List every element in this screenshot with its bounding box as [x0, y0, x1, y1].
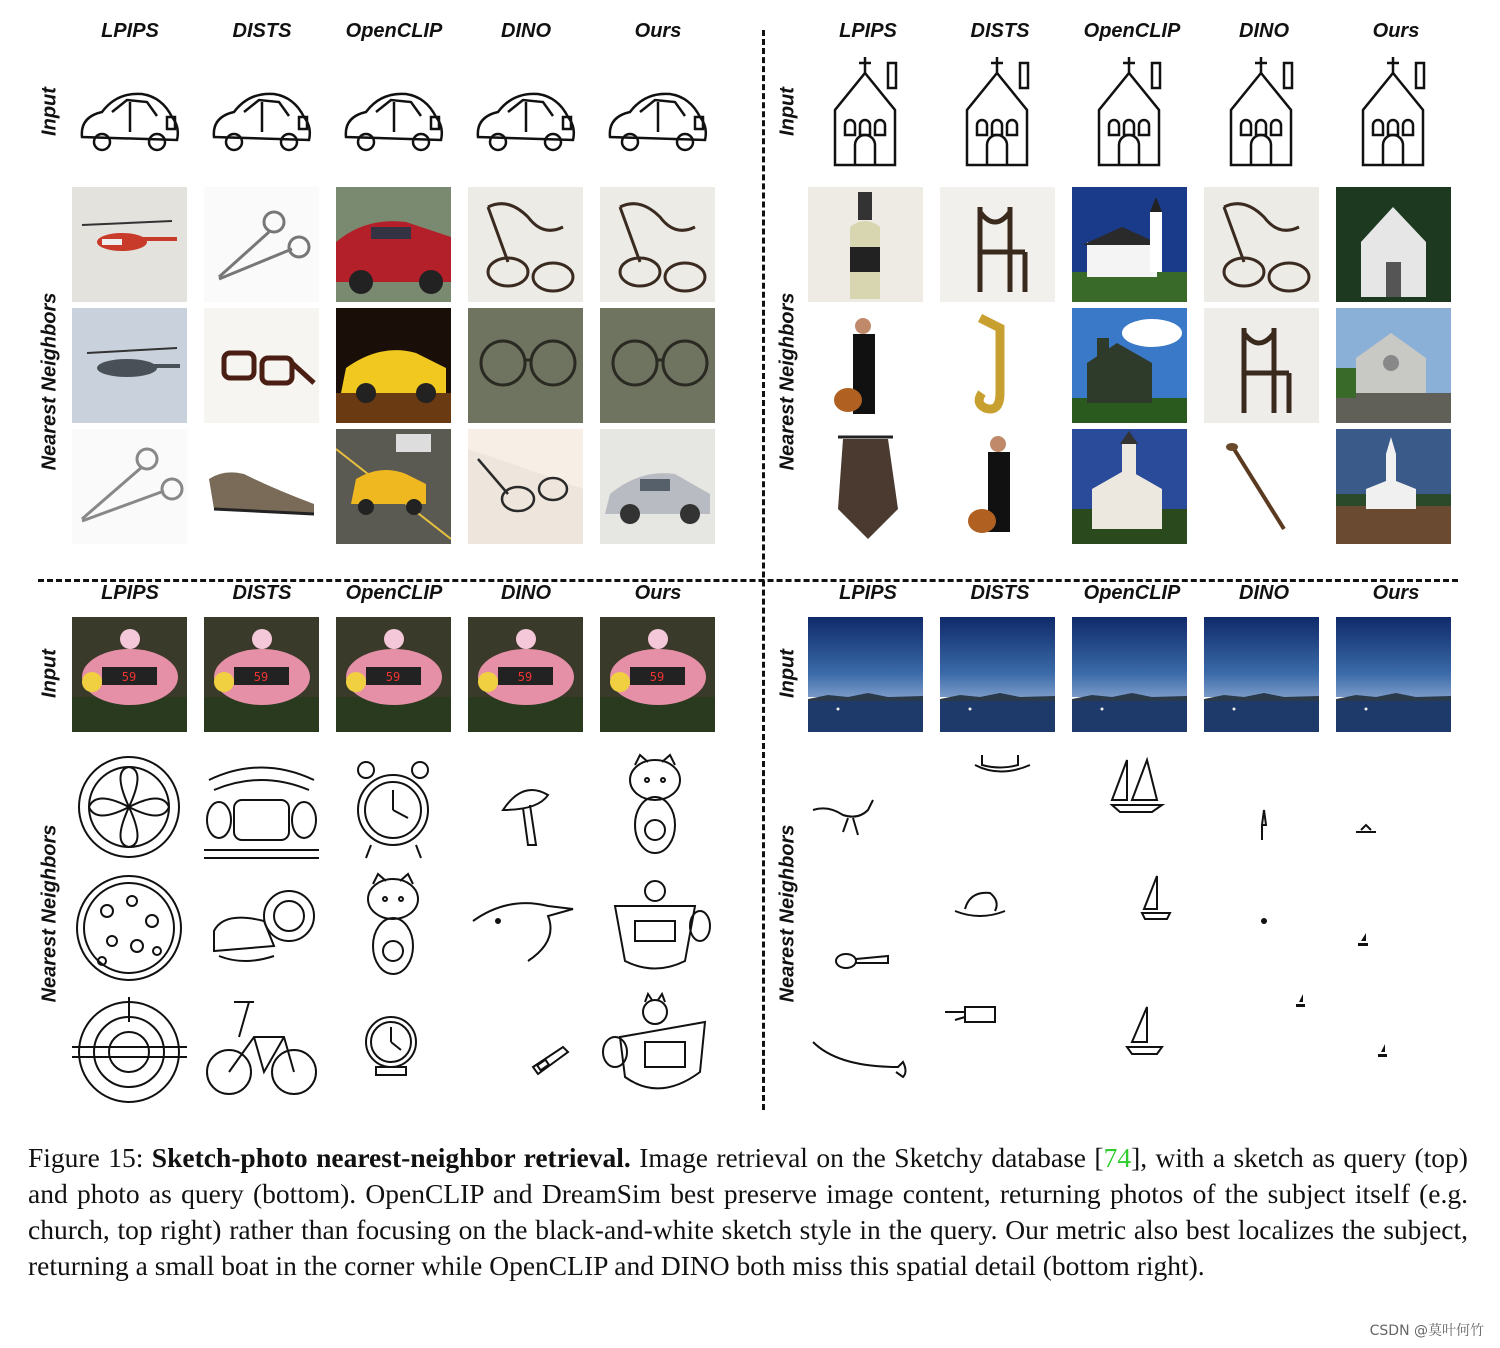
input-alarm-clock-photo: [600, 617, 715, 732]
neighbor-yellow-car-photo: [336, 308, 451, 423]
input-alarm-clock-photo: [204, 617, 319, 732]
citation-link[interactable]: 74: [1103, 1142, 1132, 1173]
neighbor-bicycle-sketch: [204, 992, 319, 1107]
row-label-input: Input: [776, 87, 799, 136]
column-header-lpips: LPIPS: [839, 582, 897, 604]
column-header-ours: Ours: [1372, 582, 1420, 604]
neighbor-round-glasses-photo: [468, 308, 583, 423]
neighbor-lion-sketch: [204, 871, 319, 986]
input-alarm-clock-photo: [72, 617, 187, 732]
neighbor-alarm-clock-sketch: [336, 750, 451, 865]
input-alarm-clock-photo: [468, 617, 583, 732]
neighbor-small-boat-sketch: [1204, 992, 1319, 1107]
neighbor-church-photo: [1336, 308, 1451, 423]
column-header-dists: DISTS: [232, 582, 292, 604]
neighbor-helicopter-photo: [72, 187, 187, 302]
input-sea-landscape-photo: [940, 617, 1055, 732]
neighbor-eyeglasses-photo: [468, 429, 583, 544]
neighbor-sailboat-sketch: [1072, 871, 1187, 986]
column-header-dino: DINO: [501, 582, 551, 604]
neighbor-bat-photo: [808, 429, 923, 544]
neighbor-dolphin-sketch: [468, 871, 583, 986]
input-church-sketch: [1206, 55, 1321, 175]
figure-caption: [28, 1140, 1468, 1284]
input-sea-landscape-photo: [1072, 617, 1187, 732]
row-label-nearest-neighbors: Nearest Neighbors: [38, 824, 61, 1003]
neighbor-church-photo: [1072, 187, 1187, 302]
input-church-sketch: [942, 55, 1057, 175]
input-sea-landscape-photo: [1336, 617, 1451, 732]
row-label-input: Input: [38, 87, 61, 136]
neighbor-spoon-sketch: [808, 871, 923, 986]
caption-text-after-ref: ], with a sketch as query (top) and photo as query (bottom). OpenCLIP and DreamSim best preserve image content, returning photos of the subject itself (e.g. church, top right) rather than focusing on the black-and-white sketch style in the query. Our metric also best localizes the subject, returning a small boat in the corner while OpenCLIP and DINO both miss this spatial detail (bottom right).: [28, 1142, 1468, 1281]
neighbor-eyeglasses-photo: [468, 187, 583, 302]
neighbor-silver-car-photo: [600, 429, 715, 544]
watermark: CSDN @莫叶何竹: [1369, 1323, 1484, 1339]
column-header-dino: DINO: [1239, 582, 1289, 604]
column-header-ours: Ours: [634, 582, 682, 604]
neighbor-sailboat-sketch: [1072, 992, 1187, 1107]
neighbor-round-glasses-photo: [600, 308, 715, 423]
svg-text:59: 59: [121, 670, 137, 684]
input-car-sketch: [72, 72, 187, 167]
column-header-lpips: LPIPS: [839, 20, 897, 42]
neighbor-mushroom-sketch: [468, 750, 583, 865]
neighbor-small-boat-sketch: [1336, 750, 1451, 865]
row-label-input: Input: [38, 649, 61, 698]
input-car-sketch: [468, 72, 583, 167]
column-header-openclip: OpenCLIP: [1083, 20, 1181, 42]
column-header-dino: DINO: [1239, 20, 1289, 42]
column-header-openclip: OpenCLIP: [345, 20, 443, 42]
neighbor-small-boat-sketch: [1336, 871, 1451, 986]
input-sea-landscape-photo: [808, 617, 923, 732]
column-header-lpips: LPIPS: [101, 582, 159, 604]
row-label-input: Input: [776, 649, 799, 698]
svg-text:59: 59: [517, 670, 533, 684]
input-alarm-clock-photo: [336, 617, 451, 732]
neighbor-chair-photo: [1204, 308, 1319, 423]
neighbor-spoon-photo: [1204, 429, 1319, 544]
neighbor-small-dot-sketch: [1204, 871, 1319, 986]
neighbor-hat-sketch: [940, 750, 1055, 865]
svg-text:59: 59: [649, 670, 665, 684]
neighbor-sword-sketch: [808, 992, 923, 1107]
neighbor-chair-photo: [940, 187, 1055, 302]
neighbor-eyeglasses-photo: [1204, 187, 1319, 302]
vertical-divider: [762, 30, 765, 1110]
column-header-lpips: LPIPS: [101, 20, 159, 42]
input-church-sketch: [810, 55, 925, 175]
neighbor-pointing-hand-sketch: [940, 992, 1055, 1107]
column-header-ours: Ours: [1372, 20, 1420, 42]
neighbor-church-photo: [1336, 187, 1451, 302]
neighbor-cup-clock-sketch: [600, 871, 715, 986]
input-sea-landscape-photo: [1204, 617, 1319, 732]
neighbor-helicopter-photo: [72, 308, 187, 423]
neighbor-church-photo: [1072, 429, 1187, 544]
input-church-sketch: [1338, 55, 1453, 175]
column-header-dists: DISTS: [970, 20, 1030, 42]
svg-text:59: 59: [253, 670, 269, 684]
column-header-dino: DINO: [501, 20, 551, 42]
neighbor-man-with-guitar-photo: [808, 308, 923, 423]
neighbor-eyeglasses-photo: [600, 187, 715, 302]
svg-text:59: 59: [385, 670, 401, 684]
neighbor-bottle-photo: [808, 187, 923, 302]
input-car-sketch: [336, 72, 451, 167]
caption-text-before-ref: Image retrieval on the Sketchy database [: [630, 1142, 1104, 1173]
neighbor-yellow-car-photo: [336, 429, 451, 544]
neighbor-scissors-photo: [72, 429, 187, 544]
neighbor-saxophone-photo: [940, 308, 1055, 423]
column-header-dists: DISTS: [970, 582, 1030, 604]
neighbor-teacup-cat-sketch: [600, 992, 715, 1107]
neighbor-cat-clock-sketch: [336, 871, 451, 986]
input-church-sketch: [1074, 55, 1189, 175]
row-label-nearest-neighbors: Nearest Neighbors: [776, 824, 799, 1003]
row-label-nearest-neighbors: Nearest Neighbors: [38, 292, 61, 471]
neighbor-pizza-sketch: [72, 871, 187, 986]
neighbor-clock-sketch: [336, 992, 451, 1107]
neighbor-wheel-sketch: [72, 992, 187, 1107]
neighbor-fan-sketch: [72, 750, 187, 865]
neighbor-car-dashboard-sketch: [204, 750, 319, 865]
neighbor-man-with-guitar-photo: [940, 429, 1055, 544]
column-header-ours: Ours: [634, 20, 682, 42]
neighbor-thermometer-sketch: [468, 992, 583, 1107]
neighbor-church-photo: [1072, 308, 1187, 423]
input-car-sketch: [204, 72, 319, 167]
neighbor-kangaroo-sketch: [808, 750, 923, 865]
neighbor-hat-sketch: [940, 871, 1055, 986]
neighbor-red-car-photo: [336, 187, 451, 302]
neighbor-dagger-sketch: [1204, 750, 1319, 865]
column-header-openclip: OpenCLIP: [345, 582, 443, 604]
neighbor-shoe-photo: [204, 429, 319, 544]
column-header-openclip: OpenCLIP: [1083, 582, 1181, 604]
neighbor-church-photo: [1336, 429, 1451, 544]
caption-title: Sketch-photo nearest-neighbor retrieval.: [151, 1142, 631, 1173]
row-label-nearest-neighbors: Nearest Neighbors: [776, 292, 799, 471]
neighbor-sailboat-sketch: [1072, 750, 1187, 865]
neighbor-scissors-photo: [204, 187, 319, 302]
neighbor-eyeglasses-photo: [204, 308, 319, 423]
caption-label: Figure 15:: [28, 1142, 152, 1173]
neighbor-cat-clock-sketch: [600, 750, 715, 865]
input-car-sketch: [600, 72, 715, 167]
neighbor-small-boat-sketch: [1336, 992, 1451, 1107]
column-header-dists: DISTS: [232, 20, 292, 42]
